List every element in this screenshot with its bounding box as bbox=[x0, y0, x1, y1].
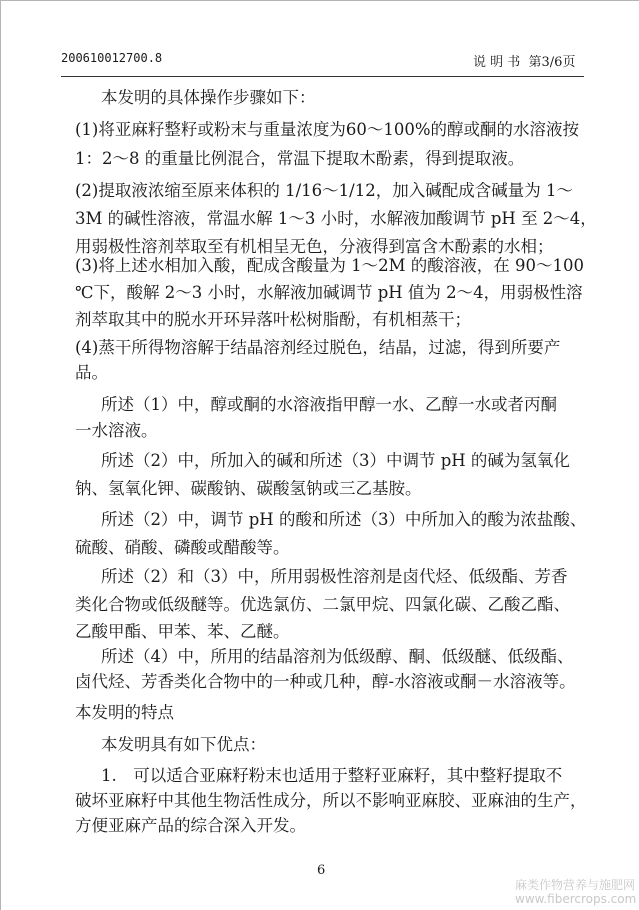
note4-line: 类化合物或低级醚等。优选氯仿、二氯甲烷、四氯化碳、乙酸乙酯、 bbox=[75, 595, 570, 614]
feature1-line: 1. 可以适合亚麻籽粉末也适用于整籽亚麻籽，其中整籽提取不 bbox=[101, 766, 563, 785]
page-info: 第3/6页 bbox=[528, 55, 576, 70]
note1-line: 所述（1）中，醇或酮的水溶液指甲醇一水、乙醇一水或者丙酮 bbox=[101, 395, 557, 414]
note1-line: 一水溶液。 bbox=[75, 421, 158, 440]
watermark-title: 麻类作物营养与施肥网 bbox=[515, 878, 636, 892]
step2-line: 3M 的碱性溶液，常温水解 1～3 小时，水解液加酸调节 pH 至 2～4， bbox=[75, 209, 597, 228]
step3-line: ℃下，酸解 2～3 小时，水解液加碱调节 pH 值为 2～4，用弱极性溶 bbox=[75, 283, 583, 302]
note3-line: 所述（2）中，调节 pH 的酸和所述（3）中所加入的酸为浓盐酸、 bbox=[101, 510, 587, 529]
note5-line: 所述（4）中，所用的结晶溶剂为低级醇、酮、低级醚、低级酯、 bbox=[101, 647, 574, 666]
note2-line: 所述（2）中，所加入的碱和所述（3）中调节 pH 的碱为氢氧化 bbox=[101, 451, 570, 470]
step1-line: 1：2～8 的重量比例混合，常温下提取木酚素，得到提取液。 bbox=[75, 149, 525, 168]
step2-line: 用弱极性溶剂萃取至有机相呈无色，分液得到富含木酚素的水相； bbox=[75, 237, 554, 256]
page-number: 6 bbox=[317, 863, 326, 878]
feature1-line: 破坏亚麻籽中其他生物活性成分，所以不影响亚麻胶、亚麻油的生产， bbox=[75, 791, 587, 810]
step4-line: 品。 bbox=[75, 363, 108, 382]
note5-line: 卤代烃、芳香类化合物中的一种或几种，醇-水溶液或酮－水溶液等。 bbox=[75, 672, 576, 691]
header-rule bbox=[61, 76, 584, 77]
features-heading: 本发明的特点 bbox=[75, 703, 174, 722]
feature1-line: 方便亚麻产品的综合深入开发。 bbox=[75, 816, 306, 835]
watermark-url: www.fibercrops.com bbox=[515, 892, 637, 906]
step3-line: 剂萃取其中的脱水开环异落叶松树脂酚，有机相蒸干； bbox=[75, 310, 471, 329]
patent-number: 200610012700.8 bbox=[61, 51, 163, 65]
header-title bbox=[473, 51, 575, 70]
features-intro: 本发明具有如下优点： bbox=[101, 735, 266, 754]
step4-line: (4)蒸干所得物溶解于结晶溶剂经过脱色，结晶，过滤，得到所要产 bbox=[75, 338, 561, 357]
step1-line: (1)将亚麻籽整籽或粉末与重量浓度为60～100%的醇或酮的水溶液按 bbox=[75, 120, 580, 139]
step2-line: (2)提取液浓缩至原来体积的 1/16～1/12，加入碱配成含碱量为 1～ bbox=[75, 181, 573, 200]
note3-line: 硫酸、硝酸、磷酸或醋酸等。 bbox=[75, 538, 290, 557]
note2-line: 钠、氢氧化钾、碳酸钠、碳酸氢钠或三乙基胺。 bbox=[75, 479, 422, 498]
note4-line: 所述（2）和（3）中，所用弱极性溶剂是卤代烃、低级酯、芳香 bbox=[101, 567, 568, 586]
doc-type: 说 明 书 bbox=[473, 55, 521, 70]
step3-line: (3)将上述水相加入酸，配成含酸量为 1～2M 的酸溶液，在 90～100 bbox=[75, 256, 584, 275]
note4-line: 乙酸甲酯、甲苯、苯、乙醚。 bbox=[75, 622, 290, 641]
intro-line: 本发明的具体操作步骤如下： bbox=[101, 88, 316, 107]
